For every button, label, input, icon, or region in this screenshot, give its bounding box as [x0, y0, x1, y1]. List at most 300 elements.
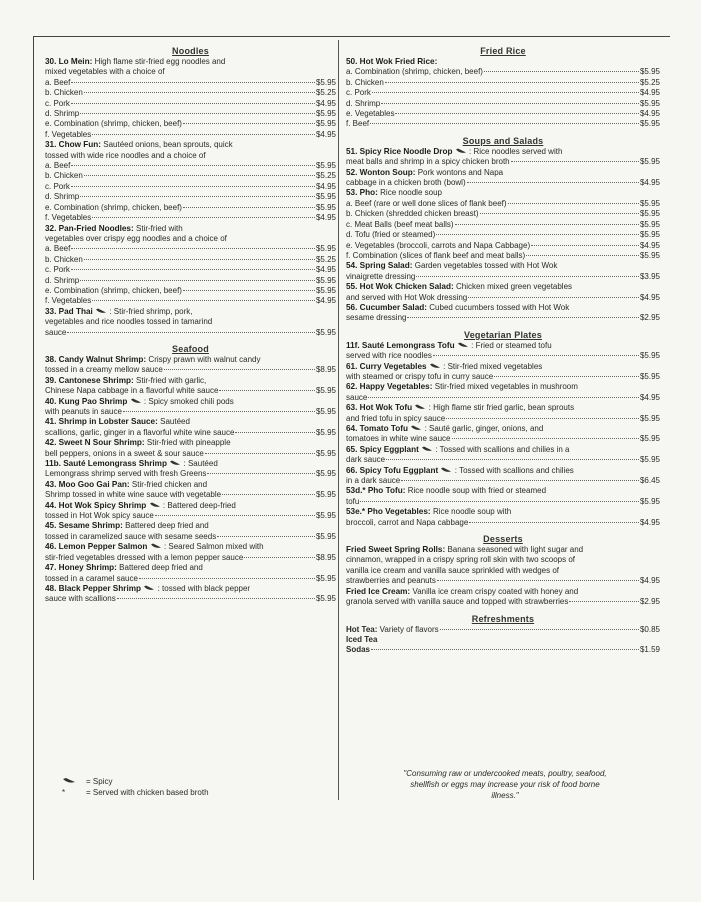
price-row [45, 109, 336, 119]
price-value: $5.95 [639, 230, 660, 240]
menu-item-heading [45, 417, 336, 427]
price-row-label: Lemongrass shrimp served with fresh Greens [45, 469, 207, 479]
price-row [45, 171, 336, 181]
spicy-chili-icon [169, 460, 181, 466]
price-row [45, 99, 336, 109]
dot-leader [370, 123, 639, 124]
price-value: $5.25 [315, 171, 336, 181]
dot-leader [440, 629, 639, 630]
price-row [45, 78, 336, 88]
dot-leader [446, 418, 639, 419]
menu-item-name: 50. Hot Wok Fried Rice: [346, 57, 438, 66]
price-value: $0.85 [639, 624, 660, 634]
dot-leader [455, 224, 639, 225]
menu-item-name: Fried Sweet Spring Rolls: [346, 545, 446, 555]
dot-leader [484, 71, 639, 72]
price-value: $5.95 [639, 119, 660, 129]
price-value: $5.95 [639, 219, 660, 229]
section-title: Seafood [172, 343, 209, 354]
price-value: $5.95 [639, 371, 660, 381]
menu-item-heading [45, 563, 336, 573]
price-row [45, 407, 336, 417]
price-value: $5.95 [315, 490, 336, 500]
dot-leader [80, 196, 315, 197]
price-row [45, 428, 336, 438]
menu-item-heading [45, 57, 336, 67]
price-value: $4.95 [639, 392, 660, 402]
price-value: $4.95 [639, 240, 660, 250]
menu-item-name: 46. Lemon Pepper Salmon [45, 542, 148, 552]
spicy-chili-icon [95, 308, 107, 314]
dot-leader [92, 300, 315, 301]
menu-item-name: 66. Spicy Tofu Eggplant [346, 465, 439, 475]
dot-leader [84, 259, 315, 260]
dot-leader [508, 203, 639, 204]
price-row [45, 130, 336, 140]
price-row [346, 78, 660, 88]
price-row-label: e. Combination (shrimp, chicken, beef) [45, 202, 182, 212]
legend-broth-row [62, 787, 209, 798]
price-row-label: tossed in a creamy mellow sauce [45, 365, 163, 375]
spicy-chili-icon [414, 404, 426, 410]
price-row [346, 597, 660, 607]
menu-item-name: 61. Curry Vegetables [346, 361, 427, 371]
menu-item-description: Rice noodle soup with [432, 507, 512, 517]
price-value: $5.95 [639, 250, 660, 260]
spicy-chili-icon [421, 446, 433, 452]
menu-item-description: Sautéed [160, 417, 190, 427]
price-row-label: c. Pork [346, 88, 371, 98]
dot-leader [219, 390, 315, 391]
spicy-chili-icon [143, 585, 155, 591]
menu-item-description: Vanilla ice cream crispy coated with honey and [412, 586, 579, 596]
menu-item-heading [346, 147, 660, 157]
price-value: $4.95 [639, 109, 660, 119]
menu-item-description: Crispy prawn with walnut candy [148, 354, 261, 364]
section-title: Fried Rice [480, 46, 526, 56]
price-row-label: Chinese Napa cabbage in a flavorful white sauce [45, 386, 219, 396]
price-value: $5.95 [639, 209, 660, 219]
menu-item-description: Battered deep fried and [125, 521, 209, 531]
menu-item-name: 38. Candy Walnut Shrimp: [45, 354, 147, 364]
menu-item-heading [45, 501, 336, 511]
price-row-label [346, 645, 370, 655]
price-row-label: d. Shrimp [45, 275, 80, 285]
price-row-label: sauce [346, 392, 368, 402]
price-row [346, 625, 660, 635]
price-value: $3.95 [639, 271, 660, 281]
price-value: $5.95 [315, 275, 336, 285]
price-row-label: stir-fried vegetables dressed with a lemon pepper sauce [45, 552, 244, 562]
legend-chili-icon [62, 776, 86, 787]
menu-item-heading [346, 587, 660, 597]
price-row-label: with steamed or crispy tofu in curry sauce [346, 371, 494, 381]
menu-item-name: 53e.* Pho Vegetables: [346, 507, 431, 517]
price-row [346, 497, 660, 507]
price-value: $5.95 [315, 427, 336, 437]
price-row [346, 199, 660, 209]
menu-item-heading [45, 480, 336, 490]
price-value: $5.95 [315, 119, 336, 129]
price-row [346, 434, 660, 444]
dot-leader [71, 186, 315, 187]
menu-item-heading [346, 466, 660, 476]
price-row [45, 203, 336, 213]
menu-item-description: Banana seasoned with light sugar and [447, 545, 584, 555]
price-value: $5.95 [315, 407, 336, 416]
dot-leader [92, 134, 315, 135]
price-row-label: tomatoes in white wine sauce [346, 434, 451, 444]
section-gap [346, 130, 660, 134]
dot-leader [207, 473, 315, 474]
menu-item-description: High flame stir-fried egg noodles and [94, 57, 226, 66]
menu-item-description: Garden vegetables tossed with Hot Wok [414, 261, 558, 271]
menu-item-name: 47. Honey Shrimp: [45, 563, 117, 573]
dot-leader [381, 103, 639, 104]
price-value: $5.95 [315, 285, 336, 295]
dot-leader [526, 255, 639, 256]
price-row [346, 414, 660, 424]
dot-leader [71, 165, 315, 166]
dot-leader [467, 182, 639, 183]
price-row [346, 157, 660, 167]
menu-item-name: 40. Kung Pao Shrimp [45, 396, 128, 406]
price-value: $6.45 [639, 476, 660, 486]
dot-leader [368, 397, 639, 398]
menu-item-description: : Sautéed [183, 459, 218, 469]
menu-item-description: Stir-fried mixed vegetables in mushroom [434, 382, 578, 392]
price-row [45, 161, 336, 171]
price-row-label: b. Chicken [45, 88, 83, 98]
menu-item-description-line: tossed with wide rice noodles and a choice of [45, 150, 206, 160]
price-row [346, 99, 660, 109]
menu-item-description: : tossed with black pepper [157, 583, 251, 593]
menu-item-heading [346, 486, 660, 496]
price-value: $5.95 [639, 434, 660, 444]
price-row-label [346, 635, 377, 645]
spicy-chili-icon [457, 342, 469, 348]
menu-item-description-line: mixed vegetables with a choice of [45, 67, 165, 77]
section-gap [45, 338, 336, 342]
price-row [45, 328, 336, 338]
menu-item-heading [346, 424, 660, 434]
dot-leader [71, 248, 315, 249]
price-row [346, 230, 660, 240]
price-row-label: a. Beef (rare or well done slices of flank beef) [346, 198, 507, 208]
price-value: $5.95 [315, 448, 336, 458]
menu-item-heading [346, 261, 660, 271]
price-row-label: d. Tofu (fried or steamed) [346, 230, 436, 240]
menu-item-description-line: vegetables and rice noodles tossed in tamarind [45, 317, 213, 327]
legend [62, 776, 209, 798]
dot-leader [217, 536, 315, 537]
menu-item-description: : Tossed with scallions and chilies [454, 465, 574, 475]
dot-leader [71, 269, 315, 270]
price-row [346, 393, 660, 403]
price-row [346, 351, 660, 361]
price-row [45, 255, 336, 265]
dot-leader [569, 601, 639, 602]
price-row [45, 511, 336, 521]
dot-leader [407, 317, 638, 318]
menu-item-name: 53d.* Pho Tofu: [346, 486, 406, 496]
price-value: $4.95 [315, 213, 336, 223]
dot-leader [183, 290, 315, 291]
price-value: $5.95 [315, 192, 336, 202]
price-value: $5.25 [639, 77, 660, 87]
price-row-label: f. Combination (slices of flank beef and meat balls) [346, 250, 526, 260]
price-row-label: e. Vegetables [346, 109, 395, 119]
price-row-label: dark sauce [346, 455, 386, 465]
price-value: $5.95 [315, 202, 336, 212]
menu-item-name: 48. Black Pepper Shrimp [45, 583, 142, 593]
price-value: $4.95 [315, 265, 336, 275]
menu-item-description: Stir-fried with [136, 223, 183, 233]
menu-item-description: : Stir-fried mixed vegetables [443, 361, 543, 371]
price-row [45, 594, 336, 604]
price-row [45, 88, 336, 98]
menu-item-heading [346, 303, 660, 313]
price-row-label: e. Combination (shrimp, chicken, beef) [45, 285, 182, 295]
menu-item-heading [346, 188, 660, 198]
price-row-label: meat balls and shrimp in a spicy chicken broth [346, 157, 510, 167]
legend-spicy-row [62, 776, 209, 787]
price-value: $8.95 [315, 365, 336, 375]
price-value: $4.95 [639, 576, 660, 586]
section-gap [346, 528, 660, 532]
price-row-label: and served with Hot Wok dressing [346, 292, 468, 302]
dot-leader [360, 501, 639, 502]
price-row-label [346, 625, 439, 635]
dot-leader [531, 245, 639, 246]
price-value: $5.95 [315, 109, 336, 119]
menu-item-name: 33. Pad Thai [45, 306, 93, 316]
price-value: $5.25 [315, 88, 336, 98]
price-value: $5.25 [315, 254, 336, 264]
menu-item-heading [346, 362, 660, 372]
price-value: $4.95 [315, 98, 336, 108]
menu-item-name: Fried Ice Cream: [346, 586, 411, 596]
menu-item-description: Stir-fried chicken and [131, 479, 208, 489]
dot-leader [437, 580, 639, 581]
dot-leader [494, 376, 639, 377]
menu-item-heading [45, 521, 336, 531]
price-row-label: f. Vegetables [45, 296, 92, 306]
dot-leader [469, 522, 639, 523]
price-value: $4.95 [315, 129, 336, 139]
dot-leader [433, 355, 639, 356]
price-row [346, 293, 660, 303]
price-row [346, 313, 660, 323]
dot-leader [385, 82, 639, 83]
dot-leader [511, 161, 639, 162]
price-row-label: a. Beef [45, 161, 71, 171]
menu-item-name: 55. Hot Wok Chicken Salad: [346, 282, 454, 292]
price-row [45, 119, 336, 129]
menu-item-name: 44. Hot Wok Spicy Shrimp [45, 500, 147, 510]
price-value: $2.95 [639, 313, 660, 323]
menu-item-heading [45, 459, 336, 469]
dot-leader [139, 578, 315, 579]
menu-item-heading [346, 445, 660, 455]
price-row [45, 296, 336, 306]
price-row [346, 209, 660, 219]
legend-spicy-text: = Spicy [86, 777, 113, 786]
dot-leader [92, 217, 315, 218]
dot-leader [80, 113, 315, 114]
dot-leader [468, 297, 639, 298]
price-row [45, 449, 336, 459]
dot-leader [164, 369, 315, 370]
dot-leader [395, 113, 638, 114]
dot-leader [117, 598, 315, 599]
price-row-label: cabbage in a chicken broth (bowl) [346, 178, 466, 188]
menu-item-heading [346, 382, 660, 392]
section-gap [346, 608, 660, 612]
menu-item-heading [45, 438, 336, 448]
menu-item-name: 11f. Sauté Lemongrass Tofu [346, 340, 455, 350]
price-row [45, 276, 336, 286]
price-row [346, 476, 660, 486]
menu-item-name: 64. Tomato Tofu [346, 424, 409, 433]
price-row [45, 265, 336, 275]
dot-leader [183, 207, 315, 208]
price-value: $5.95 [315, 511, 336, 521]
dot-leader [123, 411, 315, 412]
menu-item-description-line: cinnamon, wrapped in a crispy spring roll skin with two scoops of [346, 555, 575, 565]
price-row-label: f. Vegetables [45, 213, 92, 223]
price-value: $5.95 [315, 386, 336, 396]
menu-item-description: Stir-fried with garlic, [136, 375, 207, 385]
price-value: $5.95 [639, 198, 660, 208]
menu-item-description: Sautéed onions, bean sprouts, quick [103, 140, 233, 150]
food-safety-warning: "Consuming raw or undercooked meats, poultry, seafood, shellfish or eggs may increase your risk of food borne illness." [403, 769, 607, 800]
price-row-label: granola served with vanilla sauce and topped with strawberries [346, 597, 569, 607]
dot-leader [436, 234, 639, 235]
dot-leader [372, 92, 639, 93]
menu-item-description: : Tossed with scallions and chilies in a [435, 444, 570, 454]
menu-item-description: : Fried or steamed tofu [471, 340, 552, 350]
price-value: $5.95 [639, 413, 660, 423]
menu-item-name: 62. Happy Vegetables: [346, 382, 433, 392]
price-value: $4.95 [639, 178, 660, 188]
dot-leader [205, 453, 315, 454]
dot-leader [84, 92, 315, 93]
price-value: $5.95 [315, 161, 336, 171]
price-row-label: in a dark sauce [346, 476, 401, 486]
spicy-chili-icon [410, 425, 422, 431]
section-title: Noodles [172, 46, 209, 56]
dot-leader [84, 175, 315, 176]
dot-leader [222, 494, 315, 495]
price-row-label: e. Vegetables (broccoli, carrots and Napa Cabbage) [346, 240, 531, 250]
price-row-label: d. Shrimp [45, 109, 80, 119]
price-row-label: c. Pork [45, 265, 70, 275]
price-value: $5.95 [639, 496, 660, 506]
menu-item-name: 39. Cantonese Shrimp: [45, 375, 134, 385]
menu-item-description: Rice noodle soup [380, 188, 442, 198]
price-row [45, 286, 336, 296]
price-value: $5.95 [315, 469, 336, 479]
price-row-label: served with rice noodles [346, 351, 432, 361]
menu-item-heading [346, 403, 660, 413]
menu-item-heading [346, 341, 660, 351]
spicy-chili-icon [429, 363, 441, 369]
menu-item-heading [45, 140, 336, 150]
menu-item-name: 53. Pho: [346, 188, 378, 198]
menu-item-description: Battered deep fried and [119, 563, 203, 573]
price-row-label: strawberries and peanuts [346, 576, 436, 586]
price-row [346, 220, 660, 230]
price-row-label: and fried tofu in spicy sauce [346, 413, 446, 423]
legend-star-symbol: * [62, 788, 66, 797]
dot-leader [452, 438, 639, 439]
menu-item-description: Pork wontons and Napa [417, 167, 504, 177]
price-row [346, 455, 660, 465]
price-value: $5.95 [315, 244, 336, 254]
menu-item-description: : Seared Salmon mixed with [163, 542, 264, 552]
price-row [45, 469, 336, 479]
section-title: Refreshments [471, 613, 535, 624]
menu-item-heading [45, 397, 336, 407]
dot-leader [401, 480, 639, 481]
price-row [346, 178, 660, 188]
dot-leader [235, 432, 315, 433]
section-title: Desserts [483, 534, 523, 545]
price-row-label: scallions, garlic, ginger in a flavorful white wine sauce [45, 427, 235, 437]
price-row [45, 574, 336, 584]
menu-item-name: 41. Shrimp in Lobster Sauce: [45, 417, 158, 427]
price-row-label: e. Combination (shrimp, chicken, beef) [45, 119, 182, 129]
price-row-label: b. Chicken [346, 77, 384, 87]
right-column [346, 44, 660, 656]
price-row-label: vinaigrette dressing [346, 271, 416, 281]
menu-item-description: Variety of flavors [379, 624, 439, 634]
price-row-label: sauce with scallions [45, 594, 116, 604]
price-value: $5.95 [315, 327, 336, 337]
price-value: $5.95 [315, 77, 336, 87]
menu-item-description: Rice noodle soup with fried or steamed [407, 486, 547, 496]
menu-item-heading [45, 355, 336, 365]
section-title: Soups and Salads [462, 135, 544, 146]
menu-item-description: : Stir-fried shrimp, pork, [109, 306, 193, 316]
price-row-label: b. Chicken (shredded chicken breast) [346, 209, 479, 219]
price-value: $2.95 [639, 597, 660, 607]
price-value: $5.95 [315, 573, 336, 583]
dot-leader [80, 280, 315, 281]
price-row [346, 645, 660, 655]
price-row [346, 576, 660, 586]
menu-item-heading [346, 168, 660, 178]
price-row-label: c. Pork [45, 98, 70, 108]
price-row-label: a. Beef [45, 244, 71, 254]
spicy-chili-icon [130, 398, 142, 404]
menu-item-description-line: vegetables over crispy egg noodles and a choice of [45, 233, 227, 243]
menu-item-name: 56. Cucumber Salad: [346, 302, 427, 312]
price-row [45, 490, 336, 500]
price-row-label: a. Combination (shrimp, chicken, beef) [346, 67, 483, 77]
menu-item-name: Iced Tea [346, 634, 378, 644]
section-title: Vegetarian Plates [464, 329, 542, 340]
price-row [45, 192, 336, 202]
menu-item-description: : Spicy smoked chili pods [143, 396, 234, 406]
price-row [45, 244, 336, 254]
price-value: $5.95 [315, 531, 336, 541]
menu-item-heading [346, 57, 660, 67]
dot-leader [67, 332, 315, 333]
dot-leader [244, 557, 315, 558]
price-value: $4.95 [639, 292, 660, 302]
